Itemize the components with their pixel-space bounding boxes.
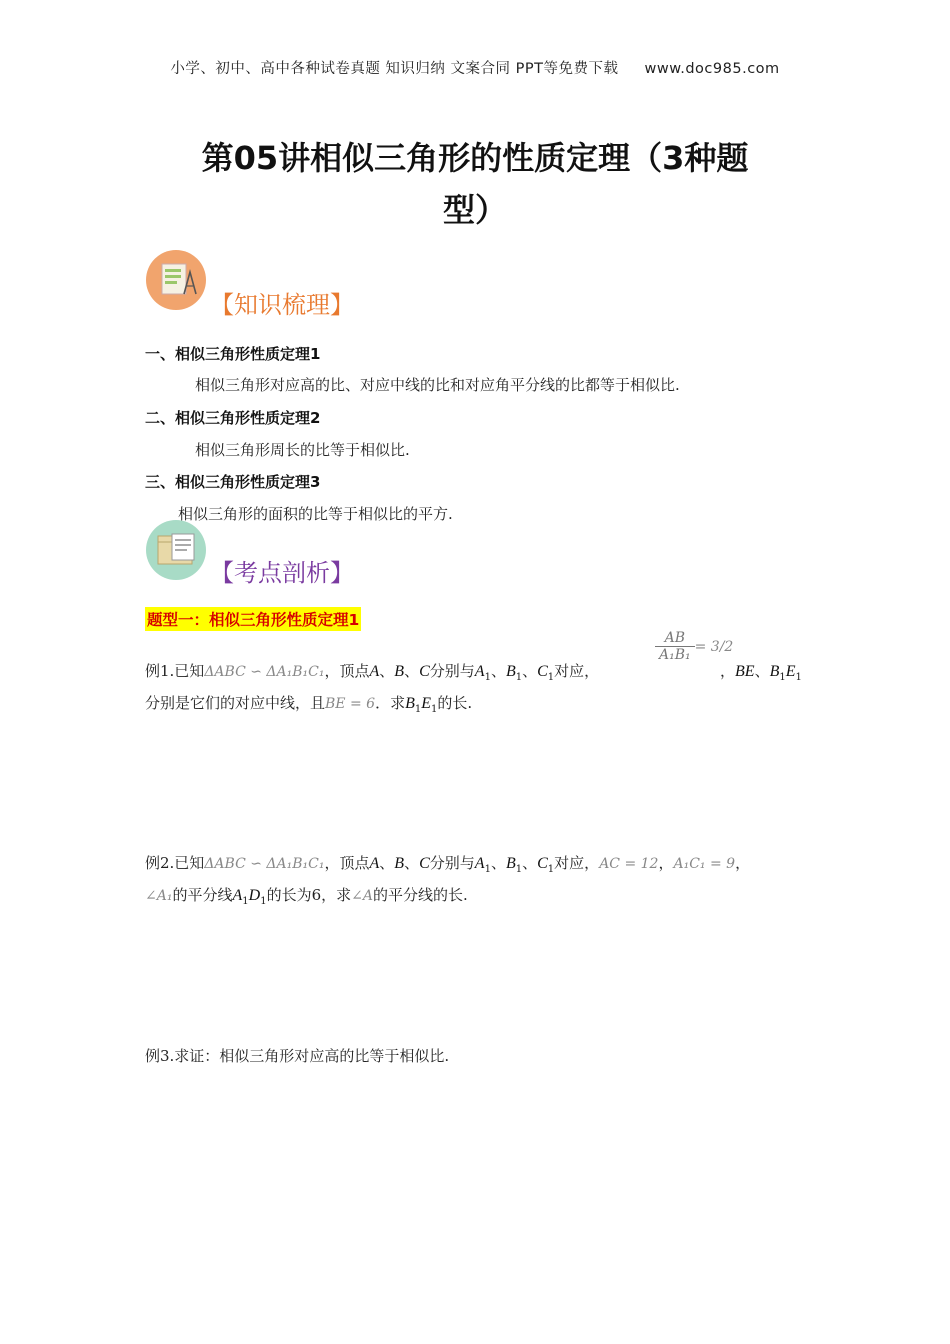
example2-line1: 例2.已知ΔABC ∽ ΔA₁B₁C₁，顶点A、B、C分别与$A_1$、$B_1$、$C_1$对应，AC = 12，A₁C₁ = 9， [145, 854, 751, 875]
example2-line2: ∠A₁的平分线$A_1D_1$的长为6，求∠A的平分线的长. [145, 886, 468, 907]
ex2-math-a1c1: A₁C₁ = 9 [673, 856, 736, 872]
ex1-ratio-fraction [655, 630, 733, 663]
theorem2-body: 相似三角形周长的比等于相似比. [195, 441, 410, 459]
ex1-line2b: ．求 [375, 694, 406, 712]
ex2-math-angle-a: ∠A [351, 888, 373, 904]
ex1-line2a: 分别是它们的对应中线，且 [145, 694, 326, 712]
theorem2-heading: 二、相似三角形性质定理2 [145, 409, 321, 427]
ex1-frac-den: A₁B₁ [659, 647, 691, 663]
ex2-math-ac: AC = 12 [599, 856, 659, 872]
theorem3-body: 相似三角形的面积的比等于相似比的平方. [178, 505, 453, 523]
theorem1-heading: 一、相似三角形性质定理1 [145, 345, 321, 363]
ex1-t4: ， [720, 662, 736, 680]
section-knowledge-title: 【知识梳理】 [210, 291, 354, 319]
ex2-prefix: 例2.已知 [145, 854, 205, 872]
ex1-math-similar: ΔABC ∽ ΔA₁B₁C₁ [204, 664, 325, 680]
theorem1-body: 相似三角形对应高的比、对应中线的比和对应角平分线的比都等于相似比. [195, 376, 680, 394]
ex1-t2: 分别与 [429, 662, 475, 680]
ex2-line2c: 的平分线的长. [372, 886, 468, 904]
example1-line1-end: ，BE、$B_1E_1$ [720, 662, 802, 683]
title-line-1: 第05讲相似三角形的性质定理（3种题 [201, 139, 749, 177]
ex2-line2b: 的长为6，求 [266, 886, 352, 904]
ex2-t1: ，顶点 [324, 854, 370, 872]
notebook-icon [146, 250, 206, 310]
title-line-2: 型） [442, 191, 507, 229]
example3: 例3.求证：相似三角形对应高的比等于相似比. [145, 1047, 450, 1065]
ex1-prefix: 例1.已知 [145, 662, 205, 680]
example1-line2: 分别是它们的对应中线，且BE = 6．求$B_1E_1$的长. [145, 694, 473, 715]
header-text: 小学、初中、高中各种试卷真题 知识归纳 文案合同 PPT等免费下载 [170, 61, 619, 77]
type1-label: 题型一：相似三角形性质定理1 [145, 607, 361, 631]
section-analysis-title: 【考点剖析】 [210, 559, 354, 587]
page-title [120, 132, 830, 236]
ex1-frac-num: AB [655, 630, 695, 647]
ex2-math-similar: ΔABC ∽ ΔA₁B₁C₁ [204, 856, 325, 872]
example1-line1: 例1.已知ΔABC ∽ ΔA₁B₁C₁，顶点A、B、C分别与$A_1$、$B_1$、$C_1$对应， [145, 662, 600, 683]
ex2-t3: 对应， [554, 854, 600, 872]
ex1-math-be: BE = 6 [325, 696, 376, 712]
folder-icon [146, 520, 206, 580]
ex1-line2c: 的长. [437, 694, 473, 712]
ex2-t2: 分别与 [429, 854, 475, 872]
ex1-t3: 对应， [554, 662, 600, 680]
ex1-t1: ，顶点 [324, 662, 370, 680]
theorem3-heading: 三、相似三角形性质定理3 [145, 473, 321, 491]
page-header [0, 57, 950, 78]
ex2-line2a: 的平分线 [172, 886, 233, 904]
ex1-frac-eq: = 3/2 [694, 639, 734, 655]
ex2-math-angle-a1: ∠A₁ [145, 888, 173, 904]
header-site[interactable]: www.doc985.com [644, 61, 780, 77]
